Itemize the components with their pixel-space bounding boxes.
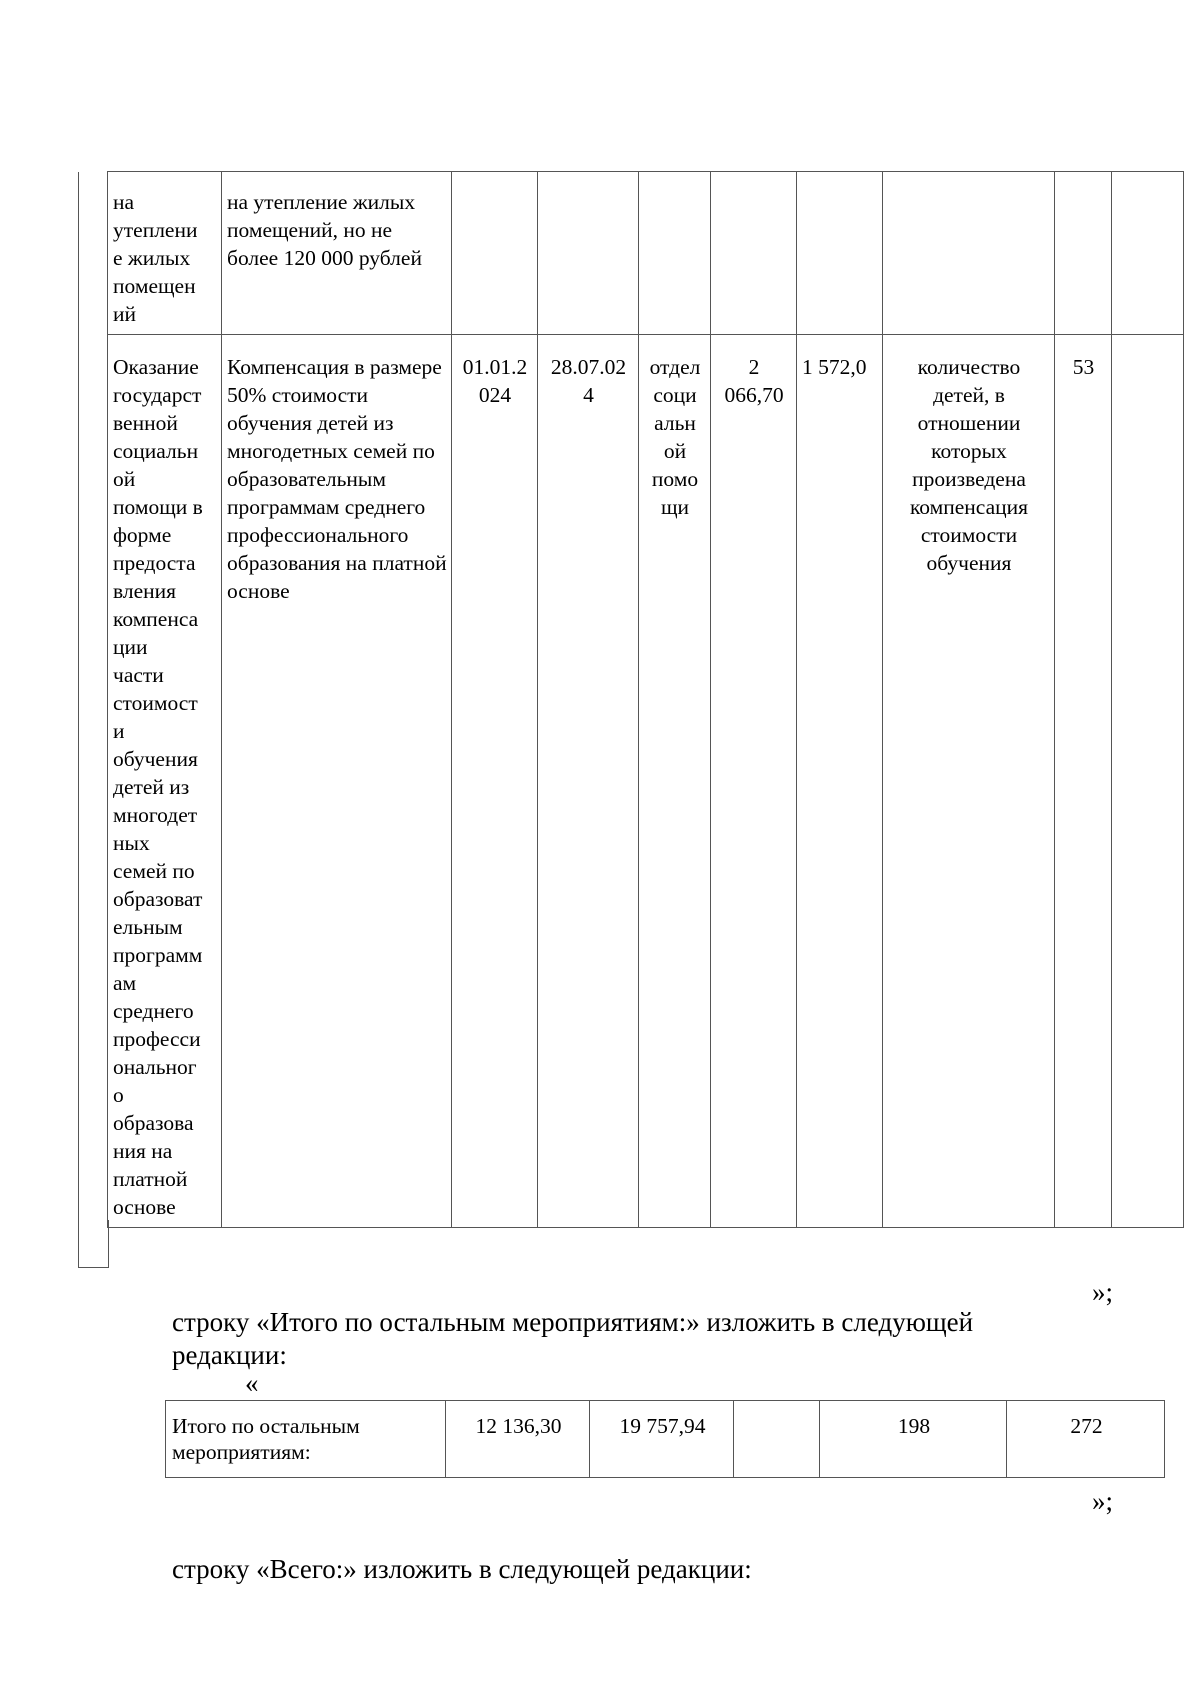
indicator-cell <box>883 172 1055 335</box>
indicator-value-cell <box>1055 172 1112 335</box>
measure-description-cell: на утепление жилых помещений, но не более 120 000 рублей <box>222 172 452 335</box>
table-row <box>166 1401 1165 1478</box>
executor-cell: отдел соци альн ой помо щи <box>639 335 711 1228</box>
table-row <box>79 335 1184 1228</box>
indicator-value-cell: 53 <box>1055 335 1112 1228</box>
extra-cell <box>1112 335 1184 1228</box>
paragraph-line: строку «Всего:» изложить в следующей редакции: <box>172 1554 752 1584</box>
total-value-cell: 12 136,30 <box>446 1401 590 1478</box>
table-edge-cell <box>79 335 108 1228</box>
indicator-cell: количество детей, в отношении которых произведена компенсация стоимости обучения <box>883 335 1055 1228</box>
executor-cell <box>639 172 711 335</box>
plan-amount-cell: 2 066,70 <box>711 335 797 1228</box>
measure-description-cell: Компенсация в размере 50% стоимости обучения детей из многодетных семей по образовательным программам среднего профессионального образования на платной основе <box>222 335 452 1228</box>
table-edge-cell <box>79 172 108 335</box>
end-date-cell <box>538 172 639 335</box>
total-table <box>165 1400 1165 1478</box>
table-side-tail <box>78 1220 109 1268</box>
measure-name-cell: на утеплени е жилых помещен ий <box>108 172 222 335</box>
total-value-cell: 198 <box>820 1401 1007 1478</box>
start-date-cell: 01.01.2 024 <box>452 335 538 1228</box>
instruction-paragraph <box>172 1306 973 1372</box>
total-value-cell: 19 757,94 <box>590 1401 734 1478</box>
paragraph-line: редакции: <box>172 1340 287 1370</box>
table-row <box>79 172 1184 335</box>
fact-amount-cell <box>797 172 883 335</box>
start-date-cell <box>452 172 538 335</box>
paragraph-line: строку «Итого по остальным мероприятиям:» изложить в следующей <box>172 1307 974 1337</box>
total-value-cell <box>734 1401 820 1478</box>
plan-amount-cell <box>711 172 797 335</box>
closing-quote: »; <box>1092 1277 1114 1307</box>
measure-name-cell: Оказание государст венной социальн ой помощи в форме предоста вления компенса ции части стоимост и обучения детей из многодет ных семей по образоват ельным программ ам среднего професси ональног о образова ния на платной основе <box>108 335 222 1228</box>
closing-quote: »; <box>1092 1486 1114 1516</box>
extra-cell <box>1112 172 1184 335</box>
measures-table <box>78 171 1184 1228</box>
total-label-cell: Итого по остальным мероприятиям: <box>166 1401 446 1478</box>
instruction-paragraph <box>172 1553 752 1586</box>
total-value-cell: 272 <box>1007 1401 1165 1478</box>
fact-amount-cell: 1 572,0 <box>797 335 883 1228</box>
opening-quote: « <box>245 1368 259 1398</box>
end-date-cell: 28.07.02 4 <box>538 335 639 1228</box>
